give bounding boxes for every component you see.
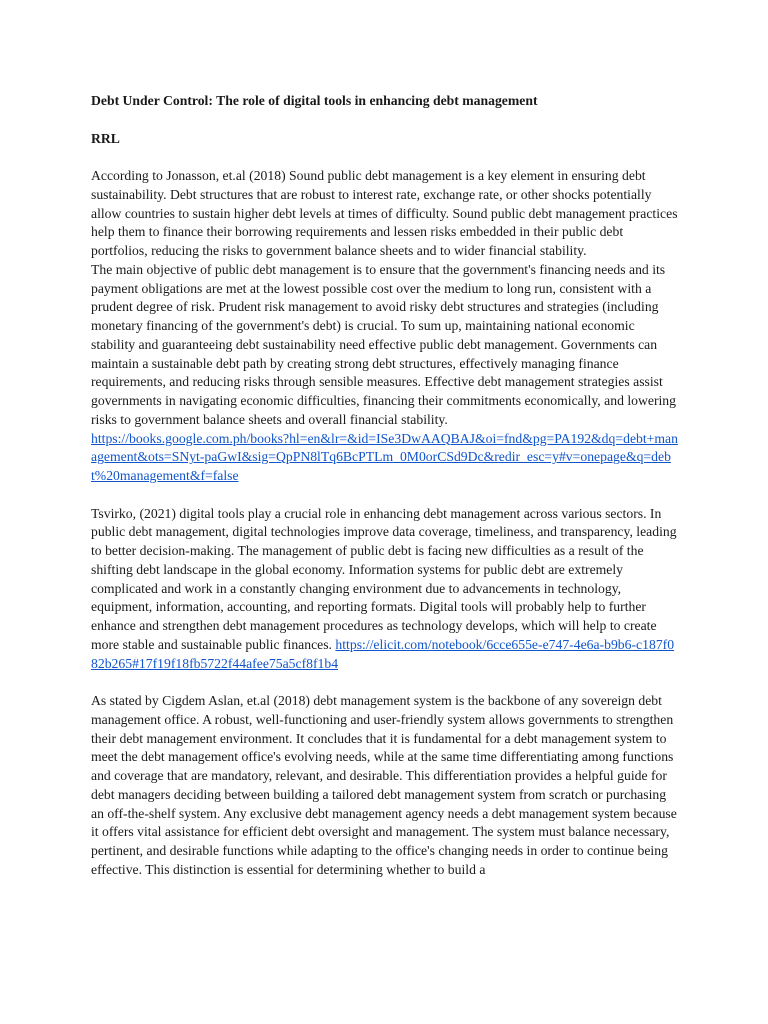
- section-heading-rrl: RRL: [91, 130, 120, 146]
- document-title: Debt Under Control: The role of digital tools in enhancing debt management: [91, 93, 538, 108]
- paragraph-debt-objective: [91, 261, 679, 486]
- paragraph-aslan: As stated by Cigdem Aslan, et.al (2018) debt management system is the backbone of any sovereign debt management office. A robust, well-functioning and user-friendly system allows governments to strengthen their debt management environment. It concludes that it is fundamental for a debt management system to meet the debt management office's evolving needs, while at the same time differentiating among functions and coverage that are mandatory, relevant, and desirable. This differentiation provides a helpful guide for debt managers deciding between building a tailored debt management system from scratch or purchasing an off-the-shelf system. Any exclusive debt management agency needs a debt management system because it offers vital assistance for efficient debt oversight and management. The system must balance necessary, pertinent, and desirable functions while adapting to the office's changing needs in order to continue being effective. This distinction is essential for determining whether to build a: [91, 693, 677, 877]
- document-page: [91, 92, 679, 880]
- paragraph-jonasson: According to Jonasson, et.al (2018) Sound public debt management is a key element in ensuring debt sustainability. Debt structures that are robust to interest rate, exchange rate, or other shocks potentially allow countries to sustain higher debt levels at times of difficulty. Sound public debt management practices help them to finance their borrowing requirements and lessen risks embedded in their public debt portfolios, reducing the risks to government balance sheets and to wider financial stability.: [91, 168, 678, 258]
- elicit-notebook-link[interactable]: https://elicit.com/notebook/6cce655e-e747-4e6a-b9b6-c187f082b265#17f19f18fb5722f44afee75a5cf8f1b4: [91, 636, 675, 671]
- paragraph-tsvirko: [91, 505, 679, 674]
- google-books-link[interactable]: https://books.google.com.ph/books?hl=en&lr=&id=ISe3DwAAQBAJ&oi=fnd&pg=PA192&dq=debt+management&ots=SNyt-paGwI&sig=QpPN8lTq6BcPTLm_0M0orCSd9Dc&redir_esc=y#v=onepage&q=debt%20management&f=false: [91, 430, 678, 483]
- paragraph-debt-objective-text: The main objective of public debt management is to ensure that the government's financing needs and its payment obligations are met at the lowest possible cost over the medium to long run, consistent with a prudent degree of risk. Prudent risk management to avoid risky debt structures and strategies (including monetary financing of the government's debt) is crucial. To sum up, maintaining national economic stability and guaranteeing debt sustainability need effective public debt management. Governments can maintain a sustainable debt path by creating strong debt structures, effectively managing finance requirements, and reducing risks through sensible measures. Effective debt management strategies assist governments in navigating economic difficulties, financing their commitments economically, and lowering risks to government balance sheets and overall financial stability.: [91, 261, 676, 427]
- paragraph-tsvirko-text: Tsvirko, (2021) digital tools play a crucial role in enhancing debt management across various sectors. In public debt management, digital technologies improve data coverage, timeliness, and transparency, leading to better decision-making. The management of public debt is facing new difficulties as a result of the shifting debt landscape in the global economy. Information systems for public debt are extremely complicated and work in a constantly changing environment due to advancements in technology, equipment, information, accounting, and reporting formats. Digital tools will probably help to further enhance and strengthen debt management procedures as technology develops, which will help to create more stable and sustainable public finances.: [91, 505, 677, 652]
